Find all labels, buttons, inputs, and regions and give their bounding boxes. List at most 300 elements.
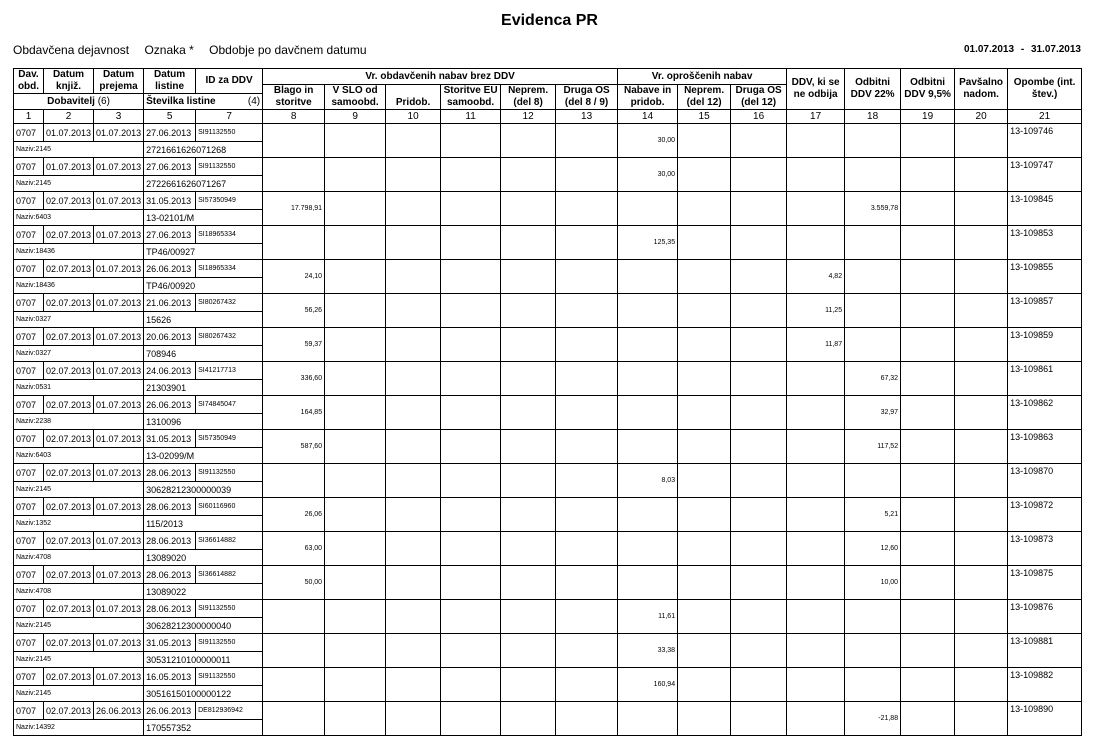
cell-opombe: 13-109845 — [1008, 192, 1082, 226]
cell-dav-obd: 0707 — [14, 396, 44, 414]
cell-nabave — [618, 430, 678, 464]
cell-blago — [263, 668, 325, 702]
cell-datum-kniz: 02.07.2013 — [44, 362, 94, 380]
cell-id-ddv: SI80267432 — [196, 294, 263, 312]
table-row — [14, 396, 1082, 414]
cell-nabave: 33,38 — [618, 634, 678, 668]
cell-empty — [501, 600, 556, 634]
cell-ddv-ne-odbija — [787, 702, 845, 736]
purchase-register-table — [13, 68, 1082, 736]
cell-datum-listine: 24.06.2013 — [144, 362, 196, 380]
cell-dav-obd: 0707 — [14, 600, 44, 618]
cell-odbitni-22 — [845, 260, 901, 294]
cell-empty — [386, 294, 441, 328]
cell-empty — [678, 464, 731, 498]
cell-stevilka-listine: 30628212300000040 — [144, 618, 263, 634]
cell-empty — [441, 192, 501, 226]
cell-empty — [955, 396, 1008, 430]
column-number: 9 — [325, 110, 386, 124]
cell-ddv-ne-odbija — [787, 532, 845, 566]
column-number: 7 — [196, 110, 263, 124]
table-row — [14, 124, 1082, 142]
table-row — [14, 532, 1082, 550]
cell-datum-kniz: 02.07.2013 — [44, 464, 94, 482]
cell-datum-kniz: 02.07.2013 — [44, 430, 94, 448]
cell-naziv: Naziv:18436 — [14, 278, 144, 294]
column-number: 2 — [44, 110, 94, 124]
cell-datum-kniz: 02.07.2013 — [44, 532, 94, 550]
cell-empty — [955, 600, 1008, 634]
cell-empty — [441, 294, 501, 328]
cell-empty — [325, 226, 386, 260]
cell-empty — [901, 566, 955, 600]
cell-stevilka-listine: 170557352 — [144, 720, 263, 736]
cell-nabave: 125,35 — [618, 226, 678, 260]
cell-naziv: Naziv:2145 — [14, 142, 144, 158]
cell-odbitni-22 — [845, 124, 901, 158]
cell-blago — [263, 634, 325, 668]
cell-naziv: Naziv:6403 — [14, 210, 144, 226]
cell-odbitni-22: 32,97 — [845, 396, 901, 430]
cell-naziv: Naziv:2145 — [14, 618, 144, 634]
cell-datum-listine: 27.06.2013 — [144, 124, 196, 142]
cell-empty — [386, 566, 441, 600]
cell-ddv-ne-odbija — [787, 566, 845, 600]
cell-odbitni-22: 117,52 — [845, 430, 901, 464]
cell-datum-listine: 27.06.2013 — [144, 158, 196, 176]
cell-empty — [731, 702, 787, 736]
cell-odbitni-22: 67,32 — [845, 362, 901, 396]
cell-dav-obd: 0707 — [14, 464, 44, 482]
cell-id-ddv: DE812936942 — [196, 702, 263, 720]
cell-id-ddv: SI91132550 — [196, 600, 263, 618]
cell-ddv-ne-odbija: 11,25 — [787, 294, 845, 328]
cell-id-ddv: SI36614882 — [196, 566, 263, 584]
cell-nabave: 30,00 — [618, 158, 678, 192]
cell-datum-kniz: 02.07.2013 — [44, 328, 94, 346]
cell-opombe: 13-109875 — [1008, 566, 1082, 600]
cell-blago: 164,85 — [263, 396, 325, 430]
cell-dav-obd: 0707 — [14, 226, 44, 244]
cell-empty — [556, 702, 618, 736]
cell-datum-kniz: 01.07.2013 — [44, 158, 94, 176]
cell-dav-obd: 0707 — [14, 294, 44, 312]
cell-blago: 24,10 — [263, 260, 325, 294]
column-number: 20 — [955, 110, 1008, 124]
cell-datum-prejema: 01.07.2013 — [94, 294, 144, 312]
hdr-neprem-8: Neprem. (del 8) — [501, 85, 556, 110]
cell-empty — [386, 532, 441, 566]
cell-datum-kniz: 02.07.2013 — [44, 226, 94, 244]
cell-stevilka-listine: 21303901 — [144, 380, 263, 396]
cell-dav-obd: 0707 — [14, 328, 44, 346]
cell-nabave — [618, 566, 678, 600]
cell-empty — [731, 260, 787, 294]
cell-empty — [731, 498, 787, 532]
period-range — [960, 44, 1081, 55]
cell-empty — [441, 634, 501, 668]
cell-odbitni-22 — [845, 226, 901, 260]
column-number: 16 — [731, 110, 787, 124]
cell-empty — [441, 158, 501, 192]
cell-odbitni-22 — [845, 294, 901, 328]
cell-naziv: Naziv:14392 — [14, 720, 144, 736]
cell-dav-obd: 0707 — [14, 566, 44, 584]
hdr-ddv-ne-odbija: DDV, ki se ne odbija — [787, 69, 845, 110]
cell-empty — [901, 396, 955, 430]
cell-id-ddv: SI57350949 — [196, 192, 263, 210]
column-number: 13 — [556, 110, 618, 124]
cell-empty — [731, 464, 787, 498]
cell-datum-listine: 28.06.2013 — [144, 498, 196, 516]
cell-nabave: 30,00 — [618, 124, 678, 158]
cell-empty — [386, 430, 441, 464]
table-row — [14, 430, 1082, 448]
date-from: 01.07.2013 — [963, 44, 1015, 55]
cell-empty — [325, 192, 386, 226]
cell-dav-obd: 0707 — [14, 532, 44, 550]
cell-empty — [678, 668, 731, 702]
table-row — [14, 260, 1082, 278]
cell-empty — [501, 260, 556, 294]
column-number: 3 — [94, 110, 144, 124]
cell-opombe: 13-109882 — [1008, 668, 1082, 702]
cell-datum-prejema: 26.06.2013 — [94, 702, 144, 720]
cell-id-ddv: SI60116960 — [196, 498, 263, 516]
cell-id-ddv: SI41217713 — [196, 362, 263, 380]
cell-stevilka-listine: 13089022 — [144, 584, 263, 600]
cell-empty — [556, 464, 618, 498]
cell-datum-kniz: 02.07.2013 — [44, 294, 94, 312]
cell-ddv-ne-odbija — [787, 192, 845, 226]
hdr-datum-listine: Datum listine — [144, 69, 196, 94]
cell-odbitni-22: 10,00 — [845, 566, 901, 600]
cell-ddv-ne-odbija — [787, 498, 845, 532]
cell-empty — [901, 498, 955, 532]
cell-empty — [901, 294, 955, 328]
cell-empty — [901, 124, 955, 158]
table-row — [14, 600, 1082, 618]
cell-naziv: Naziv:2145 — [14, 482, 144, 498]
table-row — [14, 362, 1082, 380]
cell-opombe: 13-109861 — [1008, 362, 1082, 396]
cell-opombe: 13-109872 — [1008, 498, 1082, 532]
cell-empty — [501, 464, 556, 498]
cell-empty — [955, 464, 1008, 498]
cell-odbitni-22: -21,88 — [845, 702, 901, 736]
hdr-druga-12: Druga OS (del 12) — [731, 85, 787, 110]
cell-empty — [678, 362, 731, 396]
cell-empty — [501, 124, 556, 158]
cell-empty — [678, 498, 731, 532]
cell-ddv-ne-odbija — [787, 226, 845, 260]
cell-datum-kniz: 02.07.2013 — [44, 634, 94, 652]
column-number: 8 — [263, 110, 325, 124]
cell-blago — [263, 702, 325, 736]
cell-empty — [955, 362, 1008, 396]
cell-empty — [556, 396, 618, 430]
table-row — [14, 702, 1082, 720]
cell-empty — [501, 566, 556, 600]
table-row — [14, 158, 1082, 176]
cell-empty — [678, 158, 731, 192]
cell-naziv: Naziv:2145 — [14, 686, 144, 702]
cell-empty — [325, 634, 386, 668]
cell-empty — [955, 702, 1008, 736]
column-number: 15 — [678, 110, 731, 124]
cell-datum-prejema: 01.07.2013 — [94, 566, 144, 584]
cell-id-ddv: SI80267432 — [196, 328, 263, 346]
cell-empty — [386, 634, 441, 668]
cell-blago — [263, 600, 325, 634]
cell-datum-prejema: 01.07.2013 — [94, 124, 144, 142]
report-meta — [13, 43, 379, 57]
column-number: 12 — [501, 110, 556, 124]
cell-empty — [955, 124, 1008, 158]
cell-empty — [678, 566, 731, 600]
cell-empty — [325, 532, 386, 566]
cell-empty — [556, 294, 618, 328]
cell-id-ddv: SI91132550 — [196, 124, 263, 142]
cell-empty — [441, 464, 501, 498]
cell-stevilka-listine: 115/2013 — [144, 516, 263, 532]
table-row — [14, 328, 1082, 346]
cell-empty — [901, 192, 955, 226]
column-number: 19 — [901, 110, 955, 124]
cell-empty — [678, 600, 731, 634]
cell-empty — [731, 124, 787, 158]
hdr-pridob: Pridob. — [386, 85, 441, 110]
period-label: Obdobje po davčnem datumu — [209, 43, 367, 57]
cell-empty — [325, 600, 386, 634]
cell-blago — [263, 464, 325, 498]
cell-naziv: Naziv:6403 — [14, 448, 144, 464]
cell-empty — [386, 158, 441, 192]
cell-stevilka-listine: TP46/00927 — [144, 244, 263, 260]
cell-stevilka-listine: 708946 — [144, 346, 263, 362]
cell-id-ddv: SI18965334 — [196, 260, 263, 278]
cell-nabave — [618, 532, 678, 566]
cell-blago: 50,00 — [263, 566, 325, 600]
cell-datum-listine: 26.06.2013 — [144, 260, 196, 278]
cell-opombe: 13-109890 — [1008, 702, 1082, 736]
cell-empty — [501, 702, 556, 736]
cell-naziv: Naziv:1352 — [14, 516, 144, 532]
cell-empty — [556, 668, 618, 702]
cell-empty — [441, 328, 501, 362]
cell-empty — [441, 668, 501, 702]
cell-opombe: 13-109863 — [1008, 430, 1082, 464]
cell-odbitni-22 — [845, 328, 901, 362]
cell-empty — [901, 464, 955, 498]
cell-datum-listine: 31.05.2013 — [144, 430, 196, 448]
cell-empty — [678, 192, 731, 226]
cell-datum-kniz: 02.07.2013 — [44, 600, 94, 618]
cell-id-ddv: SI91132550 — [196, 158, 263, 176]
cell-empty — [325, 260, 386, 294]
cell-naziv: Naziv:0327 — [14, 346, 144, 362]
cell-id-ddv: SI74845047 — [196, 396, 263, 414]
cell-datum-kniz: 02.07.2013 — [44, 396, 94, 414]
cell-empty — [731, 158, 787, 192]
cell-odbitni-22 — [845, 668, 901, 702]
cell-empty — [556, 362, 618, 396]
cell-empty — [441, 702, 501, 736]
cell-empty — [386, 328, 441, 362]
hdr-odbitni-22: Odbitni DDV 22% — [845, 69, 901, 110]
cell-blago: 26,06 — [263, 498, 325, 532]
cell-empty — [955, 634, 1008, 668]
cell-empty — [556, 532, 618, 566]
cell-datum-listine: 31.05.2013 — [144, 634, 196, 652]
cell-datum-kniz: 02.07.2013 — [44, 260, 94, 278]
cell-opombe: 13-109853 — [1008, 226, 1082, 260]
cell-id-ddv: SI57350949 — [196, 430, 263, 448]
cell-empty — [731, 328, 787, 362]
cell-nabave — [618, 702, 678, 736]
cell-empty — [501, 430, 556, 464]
cell-empty — [731, 294, 787, 328]
cell-empty — [901, 362, 955, 396]
cell-ddv-ne-odbija — [787, 158, 845, 192]
cell-empty — [678, 226, 731, 260]
cell-empty — [501, 668, 556, 702]
cell-empty — [901, 600, 955, 634]
cell-empty — [325, 328, 386, 362]
cell-stevilka-listine: 15626 — [144, 312, 263, 328]
cell-empty — [556, 498, 618, 532]
cell-dav-obd: 0707 — [14, 362, 44, 380]
cell-empty — [501, 498, 556, 532]
cell-datum-prejema: 01.07.2013 — [94, 498, 144, 516]
cell-empty — [556, 600, 618, 634]
cell-empty — [955, 226, 1008, 260]
cell-empty — [901, 532, 955, 566]
hdr-stevilka-listine — [144, 94, 263, 110]
hdr-datum-prejema: Datum prejema — [94, 69, 144, 94]
cell-datum-prejema: 01.07.2013 — [94, 396, 144, 414]
cell-empty — [731, 532, 787, 566]
cell-odbitni-22 — [845, 464, 901, 498]
table-row — [14, 634, 1082, 652]
date-to: 31.07.2013 — [1030, 44, 1081, 55]
column-number: 18 — [845, 110, 901, 124]
cell-empty — [901, 668, 955, 702]
cell-empty — [325, 430, 386, 464]
cell-empty — [325, 362, 386, 396]
hdr-id-ddv: ID za DDV — [196, 69, 263, 94]
report-title: Evidenca PR — [501, 12, 598, 29]
cell-empty — [556, 566, 618, 600]
cell-empty — [731, 226, 787, 260]
hdr-opombe: Opombe (int. štev.) — [1008, 69, 1082, 110]
cell-ddv-ne-odbija — [787, 600, 845, 634]
hdr-storitve-eu: Storitve EU samoobd. — [441, 85, 501, 110]
table-row — [14, 498, 1082, 516]
cell-stevilka-listine: 30531210100000011 — [144, 652, 263, 668]
cell-datum-listine: 28.06.2013 — [144, 464, 196, 482]
cell-blago: 17.798,91 — [263, 192, 325, 226]
cell-blago: 587,60 — [263, 430, 325, 464]
cell-datum-listine: 16.05.2013 — [144, 668, 196, 686]
cell-empty — [678, 634, 731, 668]
cell-blago: 59,37 — [263, 328, 325, 362]
cell-empty — [386, 464, 441, 498]
cell-naziv: Naziv:0327 — [14, 312, 144, 328]
cell-nabave — [618, 260, 678, 294]
hdr-nabave: Nabave in pridob. — [618, 85, 678, 110]
cell-empty — [501, 328, 556, 362]
hdr-stevilka-label: Številka listine — [146, 95, 216, 107]
cell-empty — [955, 192, 1008, 226]
hdr-group-obdavcenih: Vr. obdavčenih nabav brez DDV — [263, 69, 618, 85]
cell-odbitni-22 — [845, 600, 901, 634]
cell-datum-listine: 28.06.2013 — [144, 600, 196, 618]
cell-datum-listine: 21.06.2013 — [144, 294, 196, 312]
cell-empty — [501, 362, 556, 396]
cell-stevilka-listine: 30516150100000122 — [144, 686, 263, 702]
cell-empty — [386, 600, 441, 634]
cell-empty — [441, 566, 501, 600]
hdr-dobavitelj-label: Dobavitelj — [47, 95, 95, 107]
cell-nabave — [618, 192, 678, 226]
cell-empty — [731, 634, 787, 668]
cell-naziv: Naziv:2145 — [14, 176, 144, 192]
cell-empty — [955, 430, 1008, 464]
cell-odbitni-22 — [845, 634, 901, 668]
cell-datum-prejema: 01.07.2013 — [94, 226, 144, 244]
cell-id-ddv: SI91132550 — [196, 634, 263, 652]
cell-dav-obd: 0707 — [14, 668, 44, 686]
cell-nabave — [618, 294, 678, 328]
cell-ddv-ne-odbija — [787, 634, 845, 668]
cell-id-ddv: SI36614882 — [196, 532, 263, 550]
cell-empty — [901, 702, 955, 736]
cell-naziv: Naziv:0531 — [14, 380, 144, 396]
mark-label: Oznaka * — [144, 43, 194, 57]
cell-datum-prejema: 01.07.2013 — [94, 328, 144, 346]
cell-empty — [556, 430, 618, 464]
cell-empty — [325, 464, 386, 498]
cell-empty — [386, 260, 441, 294]
cell-nabave — [618, 396, 678, 430]
cell-empty — [441, 260, 501, 294]
cell-blago: 336,60 — [263, 362, 325, 396]
cell-nabave — [618, 498, 678, 532]
cell-empty — [501, 226, 556, 260]
cell-empty — [325, 158, 386, 192]
cell-datum-prejema: 01.07.2013 — [94, 668, 144, 686]
cell-empty — [386, 396, 441, 430]
cell-empty — [441, 396, 501, 430]
cell-empty — [501, 634, 556, 668]
cell-datum-kniz: 02.07.2013 — [44, 702, 94, 720]
cell-empty — [441, 226, 501, 260]
cell-odbitni-22: 3.559,78 — [845, 192, 901, 226]
cell-naziv: Naziv:2238 — [14, 414, 144, 430]
cell-ddv-ne-odbija — [787, 396, 845, 430]
cell-datum-kniz: 01.07.2013 — [44, 124, 94, 142]
cell-empty — [678, 702, 731, 736]
cell-dav-obd: 0707 — [14, 158, 44, 176]
cell-dav-obd: 0707 — [14, 702, 44, 720]
cell-empty — [731, 600, 787, 634]
cell-odbitni-22 — [845, 158, 901, 192]
cell-stevilka-listine: 13089020 — [144, 550, 263, 566]
cell-ddv-ne-odbija: 11,87 — [787, 328, 845, 362]
cell-datum-listine: 26.06.2013 — [144, 702, 196, 720]
cell-empty — [325, 498, 386, 532]
